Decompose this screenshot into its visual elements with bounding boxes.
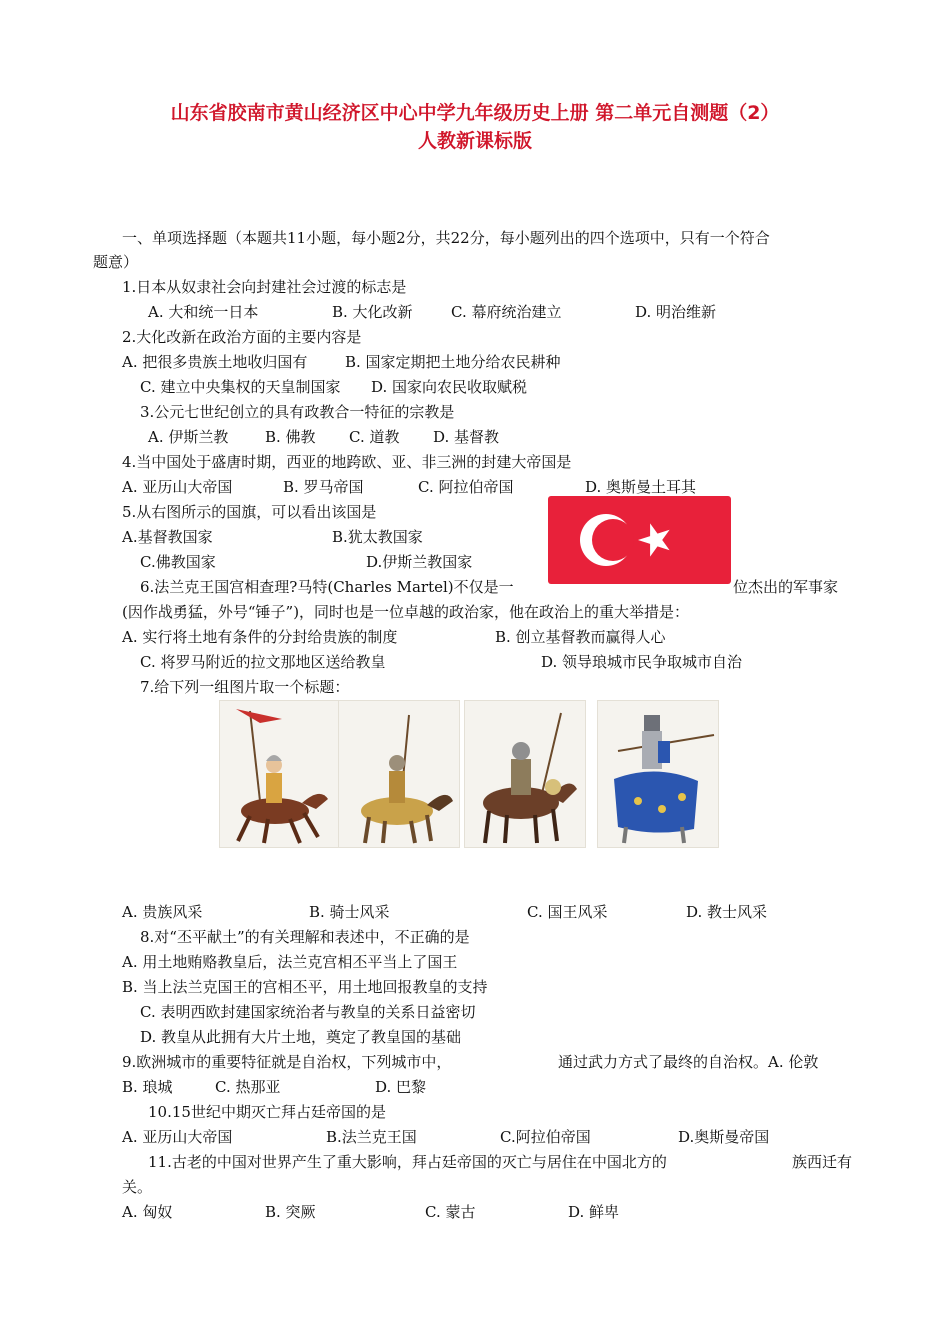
question-11-option-a: A. 匈奴	[122, 1203, 173, 1221]
question-1-option-d: D. 明治维新	[635, 303, 717, 321]
question-7-option-c: C. 国王风采	[527, 903, 608, 921]
document-title-line-1: 山东省胶南市黄山经济区中心中学九年级历史上册 第二单元自测题（2）	[170, 102, 780, 124]
document-title-line-2: 人教新课标版	[417, 130, 532, 152]
question-4-stem: 4.当中国处于盛唐时期，西亚的地跨欧、亚、非三洲的封建大帝国是	[122, 453, 572, 471]
question-6-stem-line-2: (因作战勇猛，外号“锤子”)，同时也是一位卓越的政治家，他在政治上的重大举措是：	[122, 603, 690, 621]
question-5-stem: 5.从右图所示的国旗，可以看出该国是	[122, 503, 377, 521]
knight-picture-1	[219, 700, 341, 848]
question-6-option-c: C. 将罗马附近的拉文那地区送给教皇	[140, 653, 386, 671]
question-3-option-b: B. 佛教	[265, 428, 316, 446]
question-11-option-c: C. 蒙古	[425, 1203, 476, 1221]
question-11-option-b: B. 突厥	[265, 1203, 316, 1221]
question-5-option-c: C.佛教国家	[140, 553, 216, 571]
question-8-option-a: A. 用土地贿赂教皇后，法兰克宫相丕平当上了国王	[122, 953, 458, 971]
question-6-option-a: A. 实行将土地有条件的分封给贵族的制度	[122, 628, 398, 646]
question-11-stem-line-2: 关。	[122, 1178, 153, 1196]
question-1-option-c: C. 幕府统治建立	[451, 303, 562, 321]
question-10-option-c: C.阿拉伯帝国	[500, 1128, 591, 1146]
question-5-option-b: B.犹太教国家	[332, 528, 423, 546]
question-3-option-a: A. 伊斯兰教	[148, 428, 229, 446]
question-3-option-c: C. 道教	[349, 428, 400, 446]
question-8-option-b: B. 当上法兰克国王的宫相丕平，用土地回报教皇的支持	[122, 978, 488, 996]
question-6-stem: 6.法兰克王国宫相查理?马特(Charles Martel)不仅是一	[140, 578, 514, 596]
question-2-option-b: B. 国家定期把土地分给农民耕种	[345, 353, 561, 371]
question-2-option-c: C. 建立中央集权的天皇制国家	[140, 378, 341, 396]
question-6-option-b: B. 创立基督教而赢得人心	[495, 628, 666, 646]
question-6-option-d: D. 领导琅城市民争取城市自治	[541, 653, 743, 671]
question-1-option-a: A. 大和统一日本	[148, 303, 259, 321]
question-5-option-a: A.基督教国家	[122, 528, 213, 546]
question-7-stem: 7.给下列一组图片取一个标题：	[140, 678, 350, 696]
question-10-stem: 10.15世纪中期灭亡拜占廷帝国的是	[148, 1103, 386, 1121]
turkish-flag-image	[548, 496, 731, 584]
question-11-stem: 11.古老的中国对世界产生了重大影响，拜占廷帝国的灭亡与居住在中国北方的	[148, 1153, 667, 1171]
question-11-option-d: D. 鲜卑	[568, 1203, 620, 1221]
question-5-option-d: D.伊斯兰教国家	[366, 553, 473, 571]
question-9-option-b: B. 琅城	[122, 1078, 173, 1096]
knight-picture-2	[338, 700, 460, 848]
question-3-option-d: D. 基督教	[433, 428, 500, 446]
question-7-option-d: D. 教士风采	[686, 903, 768, 921]
question-7-option-b: B. 骑士风采	[309, 903, 390, 921]
knight-picture-3	[464, 700, 586, 848]
question-10-option-a: A. 亚历山大帝国	[122, 1128, 233, 1146]
section-heading-cont: 题意）	[93, 253, 139, 271]
question-2-option-d: D. 国家向农民收取赋税	[371, 378, 528, 396]
question-8-option-d: D. 教皇从此拥有大片土地，奠定了教皇国的基础	[140, 1028, 462, 1046]
question-2-stem: 2.大化改新在政治方面的主要内容是	[122, 328, 362, 346]
question-4-option-d: D. 奥斯曼土耳其	[585, 478, 697, 496]
question-9-option-d: D. 巴黎	[375, 1078, 427, 1096]
question-3-stem: 3.公元七世纪创立的具有政教合一特征的宗教是	[140, 403, 455, 421]
knight-picture-4	[597, 700, 719, 848]
question-9-stem-cont: 通过武力方式了最终的自治权。A. 伦敦	[558, 1053, 819, 1071]
question-11-stem-cont: 族西迁有	[792, 1153, 853, 1171]
question-4-option-a: A. 亚历山大帝国	[122, 478, 233, 496]
question-10-option-d: D.奥斯曼帝国	[678, 1128, 770, 1146]
section-heading: 一、单项选择题（本题共11小题，每小题2分，共22分，每小题列出的四个选项中，只有一个符合	[122, 229, 770, 247]
question-9-option-c: C. 热那亚	[215, 1078, 281, 1096]
question-4-option-b: B. 罗马帝国	[283, 478, 364, 496]
question-1-stem: 1.日本从奴隶社会向封建社会过渡的标志是	[122, 278, 407, 296]
question-1-option-b: B. 大化改新	[332, 303, 413, 321]
question-9-stem: 9.欧洲城市的重要特征就是自治权，下列城市中，	[122, 1053, 452, 1071]
question-6-stem-cont: 位杰出的军事家	[733, 578, 839, 596]
question-10-option-b: B.法兰克王国	[326, 1128, 417, 1146]
question-7-option-a: A. 贵族风采	[122, 903, 203, 921]
question-8-option-c: C. 表明西欧封建国家统治者与教皇的关系日益密切	[140, 1003, 476, 1021]
question-8-stem: 8.对“丕平献土”的有关理解和表述中，不正确的是	[140, 928, 470, 946]
question-2-option-a: A. 把很多贵族土地收归国有	[122, 353, 308, 371]
question-4-option-c: C. 阿拉伯帝国	[418, 478, 514, 496]
